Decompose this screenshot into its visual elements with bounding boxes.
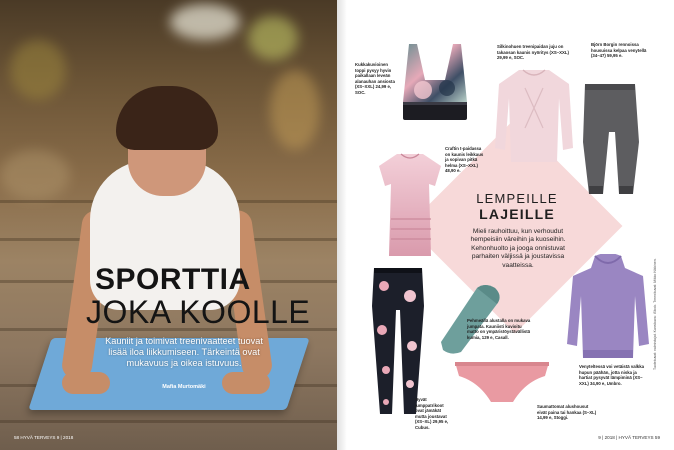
leggings-product-image <box>370 266 426 418</box>
sports-bra-product-image <box>395 42 475 139</box>
photo-credit: Tuotekuvat: valmistajat. Kansikuva: iStock. Treenikuvat: Mikko Nikkinen. <box>653 258 657 370</box>
person-hand <box>62 372 110 394</box>
caption-hoodie: Venyteltessä voi vetäistä valkka hupun päähän, jotta niska ja hartiat pysyvät lämpiminä (XS–XXL) 34,90 e, Umbro. <box>579 364 644 386</box>
headline-line2: JOKA KOOLLE <box>86 294 311 330</box>
bokeh-light <box>270 70 320 150</box>
right-page <box>337 0 674 450</box>
caption-sports-bra: Kukkakuvioinen toppi pysyy hyvin paikallaan leveän alanauhan ansiosta (XS–XXL) 24,99 e, SOC. <box>355 62 395 95</box>
page-folio-left: 58 HYVÄ TERVEYS 9 | 2018 <box>14 435 74 440</box>
bokeh-light <box>0 150 70 200</box>
bokeh-light <box>10 40 66 100</box>
long-sleeve-top-product-image <box>495 68 573 164</box>
headline-line1: SPORTTIA <box>95 263 251 296</box>
caption-leggings: Hyvät jumppatrikoot ovat jämäkät mutta joustavat (XS–XL) 29,95 e, Cubus. <box>415 397 449 430</box>
byline: Mafia Murtomäki <box>162 384 206 390</box>
person-hair <box>116 86 218 150</box>
page-folio-right: 9 | 2018 | HYVÄ TERVEYS 59 <box>598 435 660 440</box>
caption-long-top: Silkinohuen treenipaidan juju on takaosan kaunis nyöritys (XS–XXL) 29,99 e, SOC. <box>497 44 569 60</box>
caption-jogger: Björn Borgin rennoissa housuissa kelpaa venytellä (34–47) 59,95 e. <box>591 42 647 58</box>
briefs-product-image <box>453 358 551 404</box>
heading-line1: LEMPEILLE <box>476 191 558 206</box>
section-heading <box>462 192 572 222</box>
caption-yoga-mat: Pehmeällä alustalla on mukava jumpata. Kauniisti kuvioitu matto on ympäristöystävällistä kumia, 129 e, Casall. <box>467 318 531 340</box>
person-hand <box>222 372 270 394</box>
caption-tee: Craftin t-paidassa on kaunis leikkaus ja sopivan pitkä helma (XS–XXL) 48,90 e. <box>445 146 484 173</box>
section-body-text: Mieli rauhoittuu, kun verhoudut hempeisiin väreihin ja kuoseihin. Kehonhuolto ja jooga onnistuvat parhaiten väljissä ja joustavissa vaatteissa. <box>470 228 566 269</box>
heading-line2: LAJEILLE <box>479 206 555 222</box>
intro-text: Kauniit ja toimivat treenivaatteet tuovat lisää iloa liikkumiseen. Tärkeintä ovat mukavuus ja oikea istuvuus. <box>105 336 263 369</box>
hoodie-product-image <box>565 254 651 362</box>
jogger-pants-product-image <box>579 82 641 200</box>
caption-briefs: Saumattomat alushousut eivät paina tai hankaa (S–XL) 14,99 e, Stoggi. <box>537 404 597 420</box>
t-shirt-product-image <box>377 152 443 258</box>
bokeh-light <box>248 16 298 60</box>
bokeh-light <box>170 4 240 40</box>
